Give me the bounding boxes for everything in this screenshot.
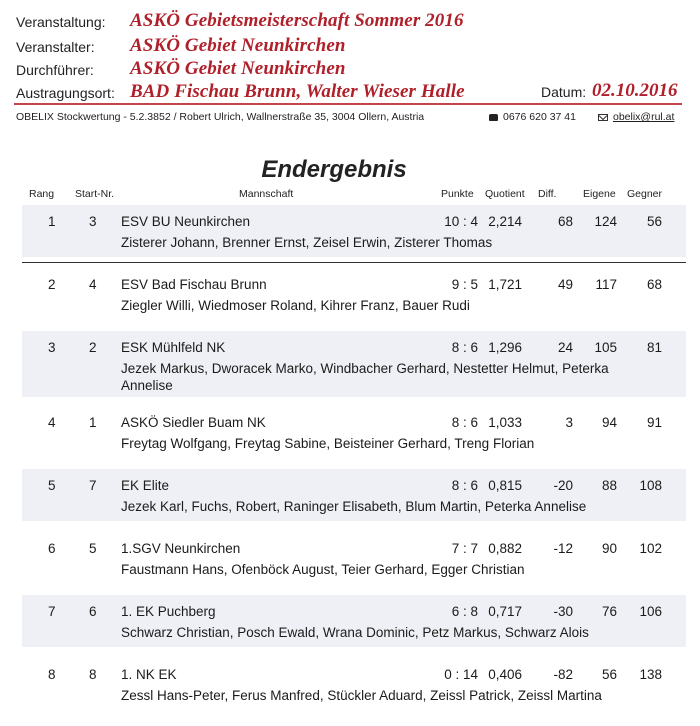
cell-rang: 8 [48,667,56,682]
cell-gegner: 68 [646,277,662,292]
cell-rang: 1 [48,214,56,229]
team-members: Schwarz Christian, Posch Ewald, Wrana Dominic, Petz Markus, Schwarz Alois [121,625,589,640]
cell-quotient: 0,717 [488,604,522,619]
host-value: ASKÖ Gebiet Neunkirchen [130,58,346,79]
cell-gegner: 81 [646,340,662,355]
cell-rang: 4 [48,415,56,430]
team-members: Jezek Markus, Dworacek Marko, Windbacher Gerhard, Nestetter Helmut, Peterka Annelise [121,361,609,393]
cell-eigene: 56 [601,667,617,682]
cell-diff: 49 [557,277,573,292]
cell-team: 1.SGV Neunkirchen [121,541,241,556]
cell-diff: -82 [553,667,573,682]
team-members: Faustmann Hans, Ofenböck August, Teier Gerhard, Egger Christian [121,562,525,577]
cell-team: EK Elite [121,478,170,493]
cell-team: 1. NK EK [121,667,177,682]
cell-punkte: 8 : 6 [451,415,478,430]
table-row [0,268,700,320]
team-members: Ziegler Willi, Wiedmoser Roland, Kihrer Franz, Bauer Rudi [121,298,470,313]
cell-punkte: 9 : 5 [451,277,478,292]
cell-start: 8 [89,667,97,682]
cell-eigene: 90 [601,541,617,556]
cell-eigene: 105 [594,340,617,355]
cell-rang: 7 [48,604,56,619]
cell-diff: 68 [557,214,573,229]
cell-punkte: 7 : 7 [451,541,478,556]
date-label: Datum: [541,84,587,100]
cell-quotient: 2,214 [488,214,522,229]
cell-start: 1 [89,415,97,430]
venue-label: Austragungsort: [16,85,115,101]
team-members: Freytag Wolfgang, Freytag Sabine, Beisteiner Gerhard, Treng Florian [121,436,535,451]
host-label: Durchführer: [16,62,94,78]
team-members: Jezek Karl, Fuchs, Robert, Raninger Elisabeth, Blum Martin, Peterka Annelise [121,499,587,514]
header-divider [14,103,682,105]
col-eigene: Eigene [583,188,616,200]
venue-value: BAD Fischau Brunn, Walter Wieser Halle [130,81,465,102]
table-row [0,331,700,397]
team-members: Zessl Hans-Peter, Ferus Manfred, Stückler Aduard, Zeissl Patrick, Zeissl Martina [121,688,602,703]
table-row [0,532,700,584]
cell-rang: 6 [48,541,56,556]
cell-gegner: 91 [646,415,662,430]
col-start: Start-Nr. [75,188,115,200]
cell-quotient: 1,296 [488,340,522,355]
cell-start: 6 [89,604,97,619]
cell-eigene: 88 [601,478,617,493]
organizer-value: ASKÖ Gebiet Neunkirchen [130,35,346,56]
phone-contact [489,111,576,123]
col-quotient: Quotient [485,188,525,200]
cell-start: 3 [89,214,97,229]
cell-eigene: 124 [594,214,617,229]
email-link[interactable]: obelix@rul.at [613,111,675,123]
table-row [0,469,700,521]
cell-eigene: 117 [595,277,617,292]
cell-gegner: 108 [639,478,662,493]
col-rang: Rang [29,188,55,200]
organizer-label: Veranstalter: [16,39,95,55]
cell-team: 1. EK Puchberg [121,604,216,619]
table-row [0,406,700,458]
cell-punkte: 8 : 6 [451,478,478,493]
phone-icon [489,114,498,121]
col-gegner: Gegner [627,188,663,200]
event-label: Veranstaltung: [16,14,106,30]
cell-rang: 3 [48,340,56,355]
cell-team: ESK Mühlfeld NK [121,340,226,355]
team-members: Zisterer Johann, Brenner Ernst, Zeisel Erwin, Zisterer Thomas [121,235,493,250]
winner-separator [22,262,686,263]
table-row [0,205,700,257]
cell-punkte: 10 : 4 [444,214,478,229]
col-team: Mannschaft [239,188,294,200]
phone-number: 0676 620 37 41 [503,111,576,123]
page-title: Endergebnis [261,156,407,183]
cell-quotient: 1,721 [488,277,522,292]
table-row [0,595,700,647]
cell-start: 5 [89,541,97,556]
cell-diff: -12 [553,541,573,556]
cell-team: ESV Bad Fischau Brunn [121,277,267,292]
email-contact[interactable] [598,111,674,123]
cell-quotient: 0,882 [488,541,522,556]
cell-team: ASKÖ Siedler Buam NK [121,415,266,430]
cell-quotient: 0,406 [488,667,522,682]
col-diff: Diff. [538,188,557,200]
cell-quotient: 0,815 [488,478,522,493]
cell-eigene: 94 [601,415,617,430]
mail-icon [598,114,608,121]
date-value: 02.10.2016 [592,80,678,101]
cell-gegner: 56 [646,214,662,229]
cell-punkte: 6 : 8 [451,604,478,619]
col-punkte: Punkte [441,188,474,200]
cell-gegner: 138 [639,667,662,682]
cell-team: ESV BU Neunkirchen [121,214,251,229]
cell-diff: 3 [565,415,573,430]
software-credit: OBELIX Stockwertung - 5.2.3852 / Robert Ulrich, Wallnerstraße 35, 3004 Ollern, Austria [16,111,425,123]
cell-start: 4 [89,277,97,292]
cell-eigene: 76 [601,604,617,619]
cell-rang: 2 [48,277,56,292]
event-value: ASKÖ Gebietsmeisterschaft Sommer 2016 [130,10,464,31]
cell-diff: -20 [553,478,573,493]
cell-gegner: 106 [639,604,662,619]
cell-diff: 24 [557,340,573,355]
cell-start: 7 [89,478,97,493]
cell-start: 2 [89,340,97,355]
cell-punkte: 0 : 14 [444,667,478,682]
cell-rang: 5 [48,478,56,493]
cell-punkte: 8 : 6 [451,340,478,355]
cell-diff: -30 [553,604,573,619]
cell-gegner: 102 [639,541,662,556]
table-row [0,658,700,710]
cell-quotient: 1,033 [488,415,522,430]
